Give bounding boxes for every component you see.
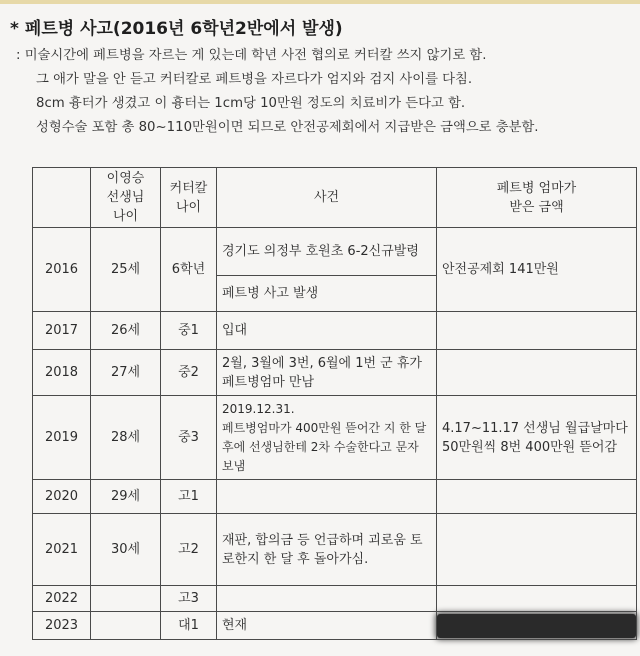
table-row	[33, 396, 637, 480]
header-year	[33, 168, 91, 228]
cell-teacher-age: 25세	[91, 228, 161, 312]
header-cutter-age: 커터칼 나이	[161, 168, 217, 228]
header-event: 사건	[217, 168, 437, 228]
cell-event: 경기도 의정부 호원초 6-2신규발령	[217, 228, 437, 276]
cell-year: 2023	[33, 612, 91, 640]
cell-event: 재판, 합의금 등 언급하며 괴로움 토로한지 한 달 후 돌아가심.	[217, 514, 437, 586]
cell-received: 안전공제회 141만원	[437, 228, 637, 312]
table-row	[33, 312, 637, 350]
table-row	[33, 350, 637, 396]
cell-event: 페트병 사고 발생	[217, 276, 437, 312]
cell-received	[437, 480, 637, 514]
cell-year: 2018	[33, 350, 91, 396]
cell-cutter-age: 중1	[161, 312, 217, 350]
cell-event: 2월, 3월에 3번, 6월에 1번 군 휴가 페트병엄마 만남	[217, 350, 437, 396]
table-row	[33, 586, 637, 612]
cell-year: 2020	[33, 480, 91, 514]
cell-received	[437, 586, 637, 612]
cell-teacher-age: 29세	[91, 480, 161, 514]
cell-event	[217, 480, 437, 514]
cell-cutter-age: 고2	[161, 514, 217, 586]
cell-teacher-age: 27세	[91, 350, 161, 396]
intro-line: : 미술시간에 페트병을 자르는 게 있는데 학년 사전 협의로 커터칼 쓰지 않기로 함.	[16, 48, 487, 63]
event-text: 페트병엄마가 400만원 뜯어간 지 한 달 후에 선생님한테 2차 수술한다고 문자 보냄	[222, 420, 427, 473]
cell-cutter-age: 대1	[161, 612, 217, 640]
timeline-table	[32, 167, 637, 640]
cell-cutter-age: 중3	[161, 396, 217, 480]
table-row	[33, 228, 637, 276]
cell-teacher-age: 30세	[91, 514, 161, 586]
cell-event	[217, 396, 437, 480]
cell-received: 4.17~11.17 선생님 월급날마다 50만원씩 8번 400만원 뜯어감	[437, 396, 637, 480]
cell-received-redacted	[437, 612, 637, 640]
cell-event: 현재	[217, 612, 437, 640]
cell-teacher-age: 28세	[91, 396, 161, 480]
title-marker: *	[10, 19, 19, 39]
cell-event: 입대	[217, 312, 437, 350]
intro-line: 그 애가 말을 안 듣고 커터칼로 페트병을 자르다가 엄지와 검지 사이를 다침.	[36, 72, 473, 87]
header-received: 페트병 엄마가 받은 금액	[437, 168, 637, 228]
cell-year: 2019	[33, 396, 91, 480]
cell-year: 2016	[33, 228, 91, 312]
header-teacher-age: 이영승 선생님 나이	[91, 168, 161, 228]
cell-year: 2022	[33, 586, 91, 612]
table-header-row	[33, 168, 637, 228]
intro-line: 8cm 흉터가 생겼고 이 흉터는 1cm당 10만원 정도의 치료비가 든다고 함.	[36, 96, 466, 111]
top-border	[0, 0, 640, 4]
document-title	[10, 14, 343, 39]
cell-teacher-age	[91, 586, 161, 612]
cell-received	[437, 312, 637, 350]
event-date: 2019.12.31.	[222, 401, 295, 416]
table-row	[33, 612, 637, 640]
cell-cutter-age: 고3	[161, 586, 217, 612]
cell-received	[437, 350, 637, 396]
cell-teacher-age: 26세	[91, 312, 161, 350]
intro-line: 성형수술 포함 총 80~110만원이면 되므로 안전공제회에서 지급받은 금액으로 충분함.	[36, 120, 539, 135]
intro-paragraph	[16, 44, 539, 140]
cell-year: 2021	[33, 514, 91, 586]
cell-cutter-age: 중2	[161, 350, 217, 396]
cell-cutter-age: 고1	[161, 480, 217, 514]
redaction-block	[437, 614, 636, 638]
cell-event	[217, 586, 437, 612]
cell-cutter-age: 6학년	[161, 228, 217, 312]
table-row	[33, 480, 637, 514]
cell-year: 2017	[33, 312, 91, 350]
title-text: 페트병 사고(2016년 6학년2반에서 발생)	[24, 19, 343, 39]
cell-teacher-age	[91, 612, 161, 640]
cell-received	[437, 514, 637, 586]
table-row	[33, 514, 637, 586]
